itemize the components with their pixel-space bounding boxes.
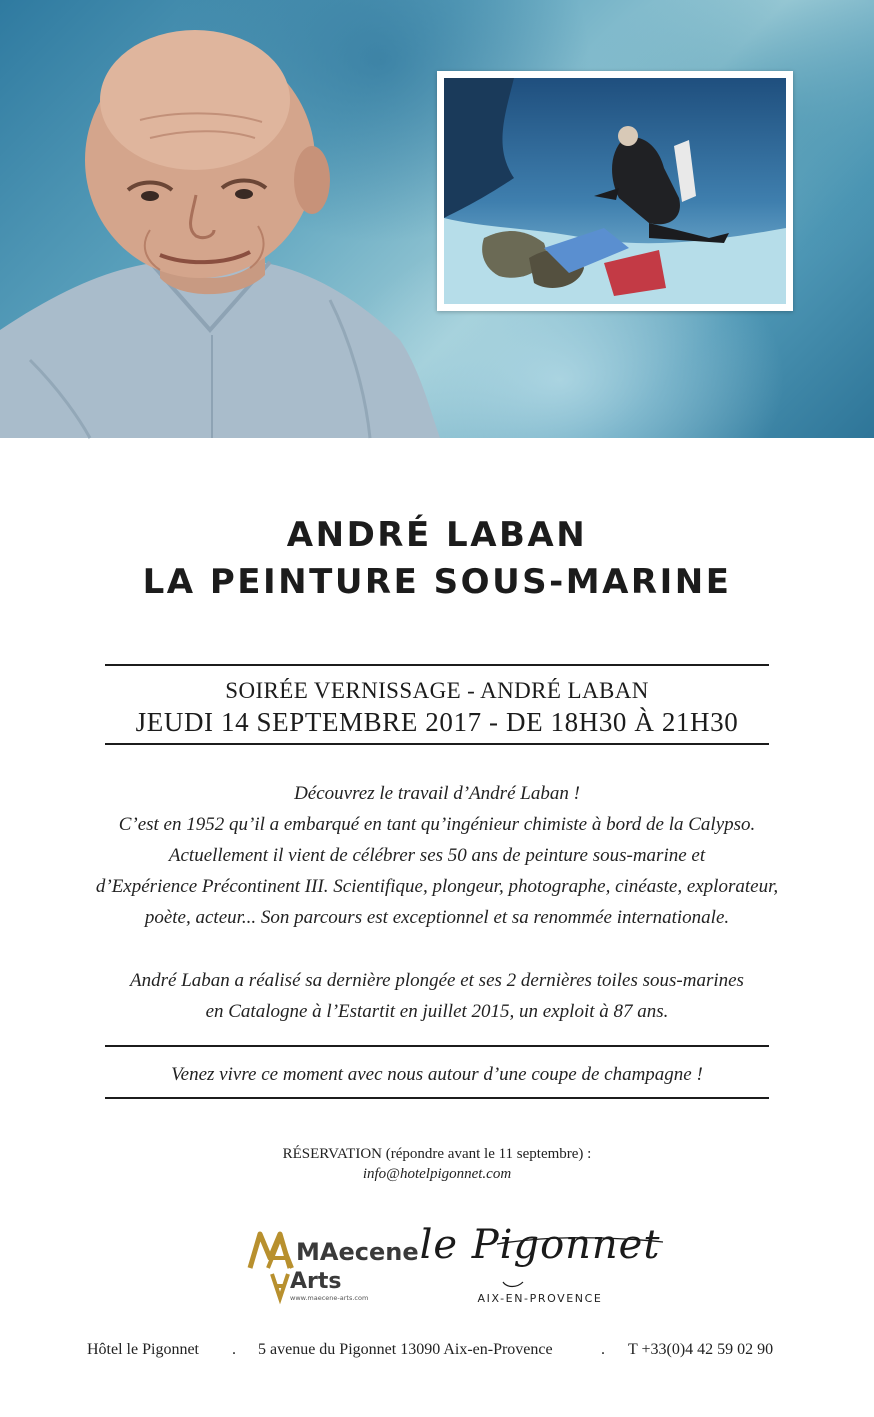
divider-closing-bottom [105, 1097, 769, 1099]
event-name: SOIRÉE VERNISSAGE - ANDRÉ LABAN [225, 678, 649, 703]
description-line: en Catalogne à l’Estartit en juillet 2015, un exploit à 87 ans. [205, 1001, 669, 1022]
dive-photo-frame [437, 71, 793, 311]
pigonnet-flourish-icon [405, 1222, 675, 1292]
le-pigonnet-logo [405, 1222, 675, 1306]
maecene-url: www.maecene-arts.com [290, 1294, 369, 1302]
description-paragraph-2 [0, 965, 874, 1027]
arts-wordmark: Arts [290, 1269, 342, 1294]
description-paragraph-1 [0, 778, 874, 933]
divider-top [105, 664, 769, 666]
title-line-subject: LA PEINTURE SOUS-MARINE [142, 562, 732, 602]
footer-phone: T +33(0)4 42 59 02 90 [628, 1341, 774, 1358]
description-line: C’est en 1952 qu’il a embarqué en tant qu’ingénieur chimiste à bord de la Calypso. [118, 814, 756, 835]
portrait-photo [0, 0, 440, 438]
page-title [0, 512, 874, 606]
maecene-arts-logo [246, 1228, 419, 1304]
description-line: Découvrez le travail d’André Laban ! [294, 783, 580, 804]
footer-separator: . [232, 1341, 236, 1358]
underwater-painting-photo [444, 78, 786, 304]
title-line-artist: ANDRÉ LABAN [286, 515, 588, 555]
description-line: Actuellement il vient de célébrer ses 50 ans de peinture sous-marine et [168, 845, 706, 866]
hero-banner [0, 0, 874, 438]
pigonnet-script-wordmark: le Pigonnet [419, 1222, 661, 1268]
divider-event-bottom [105, 743, 769, 745]
footer-hotel-name: Hôtel le Pigonnet [87, 1341, 199, 1358]
footer-address: 5 avenue du Pigonnet 13090 Aix-en-Provence [258, 1341, 553, 1358]
closing-invitation: Venez vivre ce moment avec nous autour d’une coupe de champagne ! [171, 1064, 703, 1085]
reservation-label: RÉSERVATION (répondre avant le 11 septembre) : [282, 1146, 592, 1162]
description-line: poète, acteur... Son parcours est exceptionnel et sa renommée internationale. [144, 907, 730, 928]
maecene-wordmark: MAecene [296, 1238, 419, 1266]
description-line: André Laban a réalisé sa dernière plongée et ses 2 dernières toiles sous-marines [130, 970, 744, 991]
divider-closing-top [105, 1045, 769, 1047]
reservation-email-link[interactable]: info@hotelpigonnet.com [362, 1166, 512, 1182]
description-line: d’Expérience Précontinent III. Scientifique, plongeur, photographe, cinéaste, explorateur, [95, 876, 779, 897]
reservation-block [0, 1144, 874, 1184]
event-date-time: JEUDI 14 SEPTEMBRE 2017 - DE 18H30 À 21H30 [135, 707, 739, 737]
pigonnet-location: AIX-EN-PROVENCE [477, 1292, 603, 1305]
footer-separator: . [601, 1341, 605, 1358]
